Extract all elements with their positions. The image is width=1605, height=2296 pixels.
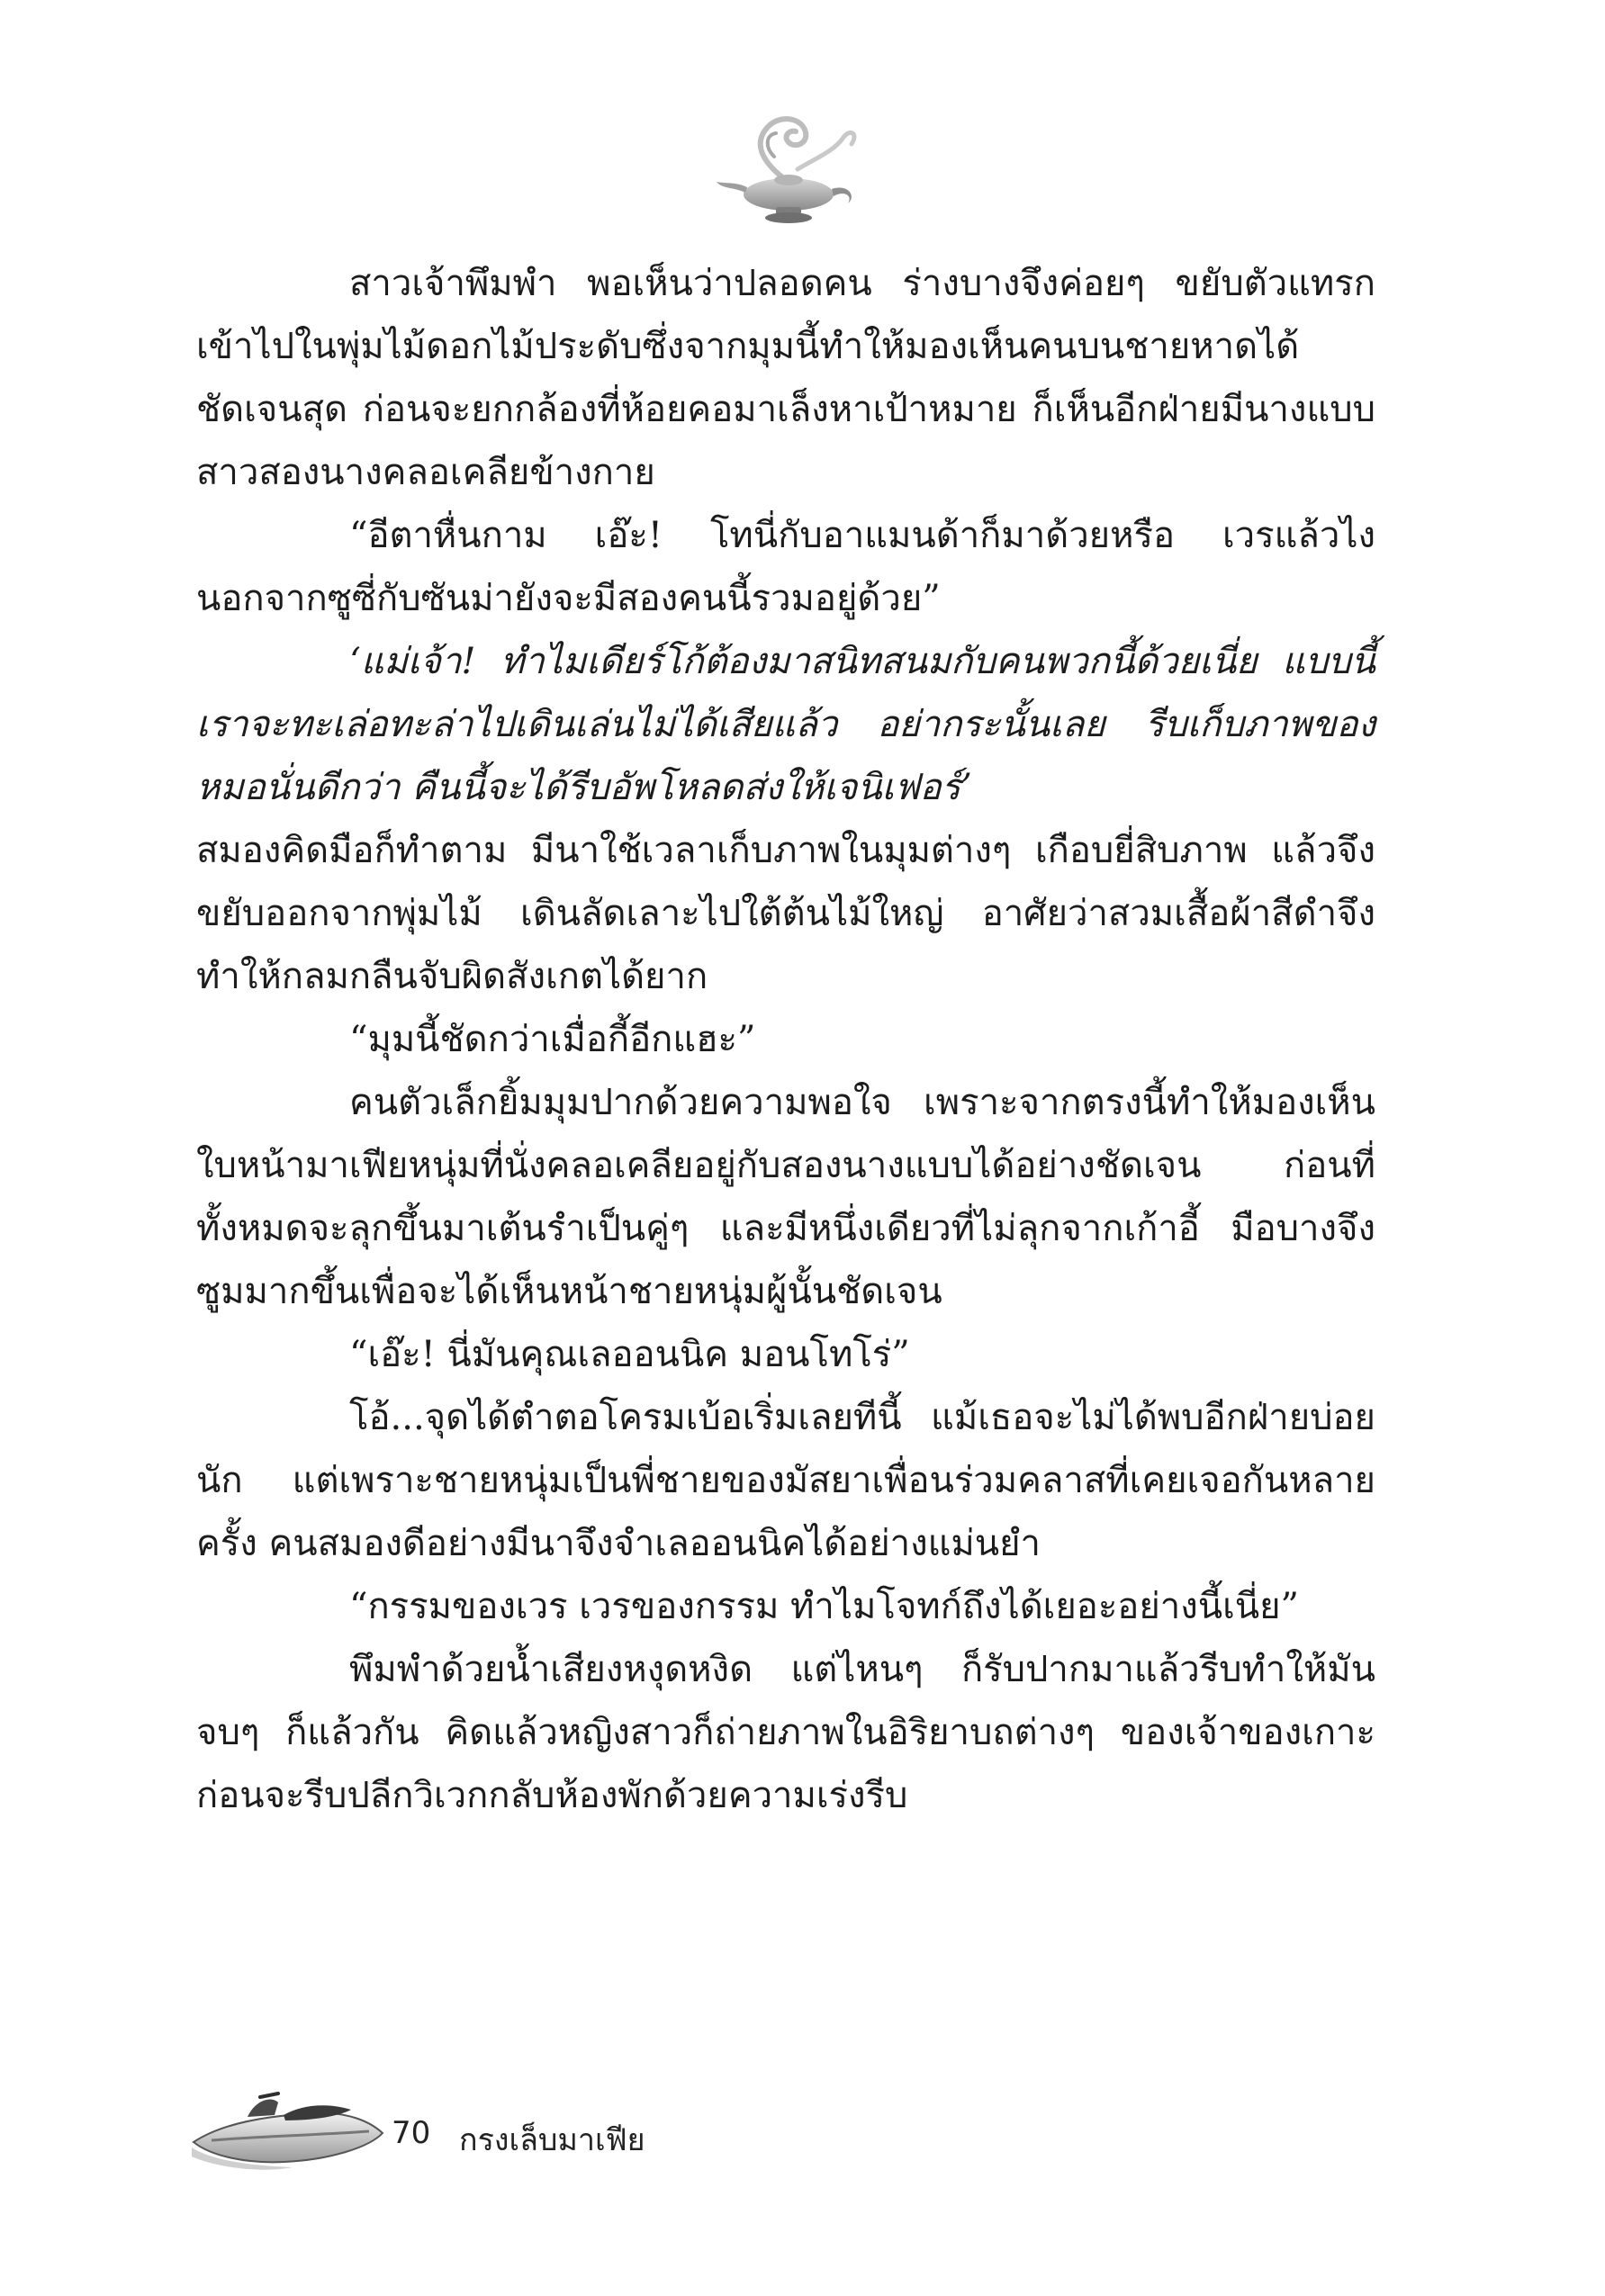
thought-paragraph: ‘แม่เจ้า! ทำไมเดียร์โก้ต้องมาสนิทสนมกับคนพวกนี้ด้วยเนี่ย แบบนี้เราจะทะเล่อทะล่าไปเดินเล่นไม่ได้เสียแล้ว อย่ากระนั้นเลย รีบเก็บภาพของหมอนั่นดีกว่า คืนนี้จะได้รีบอัพโหลดส่งให้เจนิเฟอร์’	[196, 641, 1375, 808]
jet-ski-icon	[185, 2061, 392, 2183]
book-title: กรงเล็บมาเฟีย	[459, 2122, 645, 2158]
body-text	[196, 252, 1375, 1827]
paragraph: พึมพำด้วยน้ำเสียงหงุดหงิด แต่ไหนๆ ก็รับปากมาแล้วรีบทำให้มันจบๆ ก็แล้วกัน คิดแล้วหญิงสาวก็ถ่ายภาพในอิริยาบถต่างๆ ของเจ้าของเกาะ ก่อนจะรีบปลีกวิเวกกลับห้องพักด้วยความเร่งรีบ	[196, 1649, 1375, 1816]
paragraph: คนตัวเล็กยิ้มมุมปากด้วยความพอใจ เพราะจากตรงนี้ทำให้มองเห็นใบหน้ามาเฟียหนุ่มที่นั่งคลอเคลียอยู่กับสองนางแบบได้อย่างชัดเจน ก่อนที่ทั้งหมดจะลุกขึ้นมาเต้นรำเป็นคู่ๆ และมีหนึ่งเดียวที่ไม่ลุกจากเก้าอี้ มือบางจึงซูมมากขึ้นเพื่อจะได้เห็นหน้าชายหนุ่มผู้นั้นชัดเจน	[196, 1082, 1375, 1312]
dialogue-paragraph: “กรรมของเวร เวรของกรรม ทำไมโจทก์ถึงได้เยอะอย่างนี้เนี่ย”	[349, 1586, 1299, 1627]
paragraph: โอ้...จุดได้ตำตอโครมเบ้อเริ่มเลยทีนี้ แม้เธอจะไม่ได้พบอีกฝ่ายบ่อยนัก แต่เพราะชายหนุ่มเป็นพี่ชายของมัสยาเพื่อนร่วมคลาสที่เคยเจอกันหลายครั้ง คนสมองดีอย่างมีนาจึงจำเลออนนิคได้อย่างแม่นยำ	[196, 1397, 1375, 1564]
page-number: 70	[392, 2115, 431, 2151]
paragraph: สาวเจ้าพึมพำ พอเห็นว่าปลอดคน ร่างบางจึงค่อยๆ ขยับตัวแทรกเข้าไปในพุ่มไม้ดอกไม้ประดับซึ่งจากมุมนี้ทำให้มองเห็นคนบนชายหาดได้ชัดเจนสุด ก่อนจะยกกล้องที่ห้อยคอมาเล็งหาเป้าหมาย ก็เห็นอีกฝ่ายมีนางแบบสาวสองนางคลอเคลียข้างกาย	[196, 263, 1375, 493]
dialogue-paragraph: “มุมนี้ชัดกว่าเมื่อกี้อีกแฮะ”	[349, 1019, 756, 1060]
page-footer	[185, 2061, 815, 2196]
genie-lamp-icon	[699, 106, 879, 232]
paragraph: สมองคิดมือก็ทำตาม มีนาใช้เวลาเก็บภาพในมุมต่างๆ เกือบยี่สิบภาพ แล้วจึงขยับออกจากพุ่มไม้ เดินลัดเลาะไปใต้ต้นไม้ใหญ่ อาศัยว่าสวมเสื้อผ้าสีดำจึงทำให้กลมกลืนจับผิดสังเกตได้ยาก	[196, 830, 1375, 997]
dialogue-paragraph: “เอ๊ะ! นี่มันคุณเลออนนิค มอนโทโร่”	[349, 1334, 910, 1375]
dialogue-paragraph: “อีตาหื่นกาม เอ๊ะ! โทนี่กับอาแมนด้าก็มาด้วยหรือ เวรแล้วไง นอกจากซูซี่กับซันม่ายังจะมีสองคนนี้รวมอยู่ด้วย”	[196, 515, 1375, 619]
